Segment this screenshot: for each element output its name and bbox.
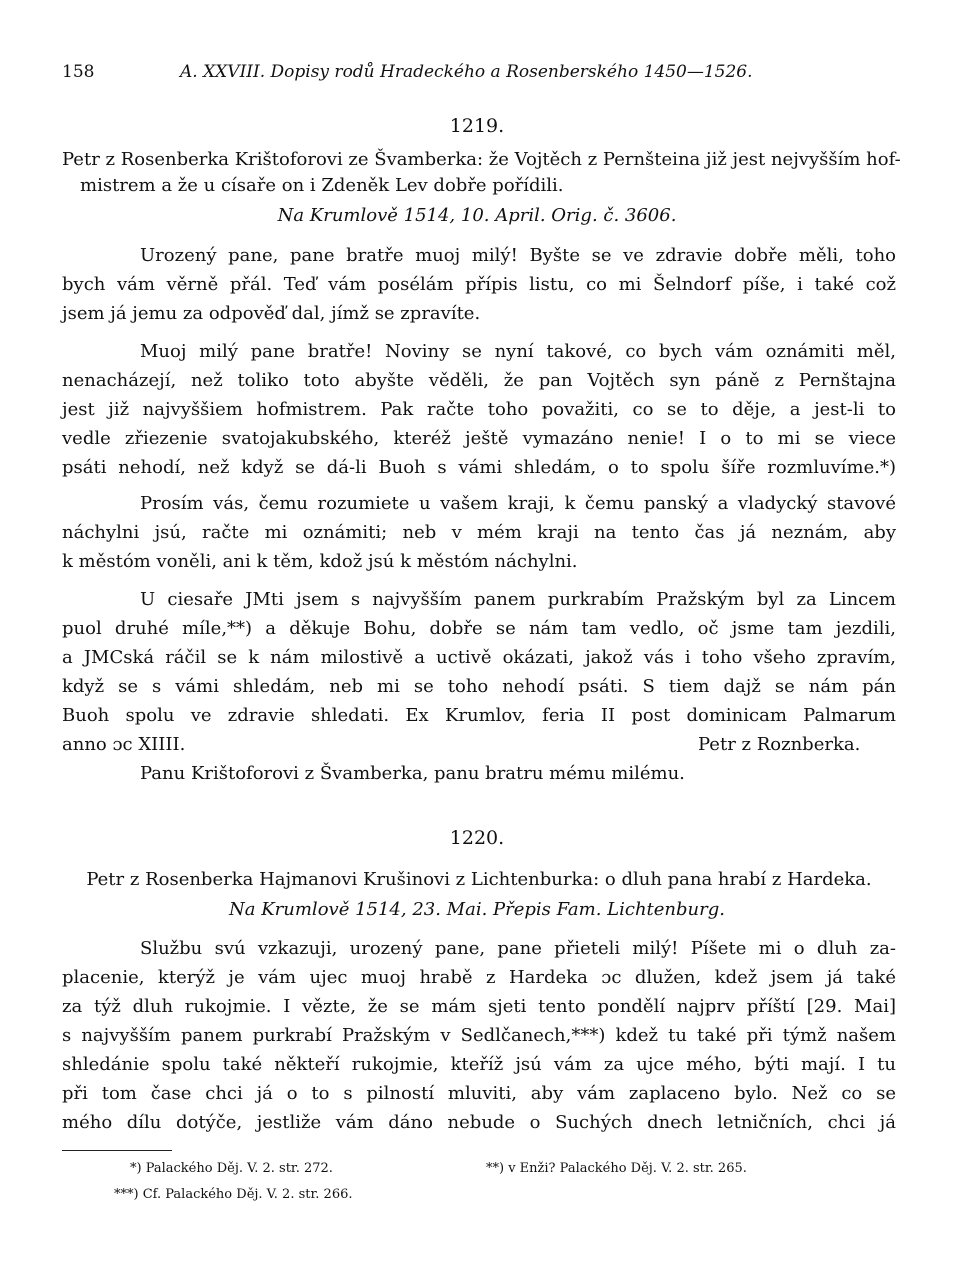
- body-line: psáti nehodí, než když se dá-li Buoh s vámi shledám, o to spolu šíře rozmluvíme.*): [62, 457, 896, 478]
- letter-source: Na Krumlově 1514, 10. April. Orig. č. 3606.: [277, 205, 677, 226]
- body-line: mého dílu dotýče, jestliže vám dáno nebude o Suchých dnech letničních, chci já: [62, 1112, 896, 1133]
- footnote: ***) Cf. Palackého Děj. V. 2. str. 266.: [114, 1187, 353, 1202]
- body-line: k městóm voněli, ani k těm, kdož jsú k městóm náchylni.: [62, 551, 578, 572]
- body-line: náchylni jsú, račte mi oznámiti; neb v mém kraji na tento čas já neznám, aby: [62, 522, 896, 543]
- body-line: U ciesaře JMti jsem s najvyšším panem purkrabím Pražským byl za Lincem: [140, 589, 896, 610]
- body-line: s najvyšším panem purkrabí Pražským v Sedlčanech,***) kdež tu také při týmž našem: [62, 1025, 896, 1046]
- letter-address: Panu Krištoforovi z Švamberka, panu bratru mému milému.: [140, 763, 685, 784]
- body-line: Muoj milý pane bratře! Noviny se nyní takové, co bych vám oznámiti měl,: [140, 341, 896, 362]
- body-line: když se s vámi shledám, neb mi se toho nehodí psáti. S tiem dajž se nám pán: [62, 676, 896, 697]
- body-line: jest již najvyššiem hofmistrem. Pak račte toho považiti, co se to děje, a jest-li to: [62, 399, 896, 420]
- footnote: **) v Enži? Palackého Děj. V. 2. str. 265.: [486, 1161, 747, 1176]
- body-line: bych vám věrně přál. Teď vám posélám přípis listu, co mi Šelndorf píše, i také což: [62, 274, 896, 295]
- running-header: [62, 62, 892, 86]
- body-line: Urozený pane, pane bratře muoj milý! Byšte se ve zdravie dobře měli, toho: [140, 245, 896, 266]
- body-line: placenie, kterýž je vám ujec muoj hrabě z Hardeka ɔc dlužen, kdež jsem já také: [62, 967, 896, 988]
- body-line: Buoh spolu ve zdravie shledati. Ex Krumlov, feria II post dominicam Palmarum: [62, 705, 896, 726]
- body-line: puol druhé míle,**) a děkuje Bohu, dobře se nám tam vedlo, oč jsme tam jezdili,: [62, 618, 896, 639]
- body-line: vedle zřiezenie svatojakubského, kteréž ještě vymazáno nenie! I o to mi se viece: [62, 428, 896, 449]
- letter-number: 1220.: [449, 827, 505, 849]
- body-line: shledánie spolu také někteří rukojmie, kteříž jsú vám za ujce mého, býti mají. I tu: [62, 1054, 896, 1075]
- letter-source: Na Krumlově 1514, 23. Mai. Přepis Fam. Lichtenburg.: [229, 899, 725, 920]
- footnote: *) Palackého Děj. V. 2. str. 272.: [130, 1161, 333, 1176]
- body-line: Prosím vás, čemu rozumiete u vašem kraji, k čemu panský a vladycký stavové: [140, 493, 896, 514]
- letter-summary-line: Petr z Rosenberka Krištoforovi ze Švamberka: že Vojtěch z Pernšteina již jest nejvyšším hof-: [62, 149, 901, 170]
- body-line: za týž dluh rukojmie. I vězte, že se mám sjeti tento pondělí najprv příští [29. Mai]: [62, 996, 896, 1017]
- body-line: a JMCská ráčil se k nám milostivě a uctivě okázati, jakož vás i toho všeho zpravím,: [62, 647, 896, 668]
- body-line: jsem já jemu za odpověď dal, jímž se zpravíte.: [62, 303, 481, 324]
- letter-summary-line: mistrem a že u císaře on i Zdeněk Lev dobře pořídili.: [80, 175, 564, 196]
- body-line: Službu svú vzkazuji, urozený pane, pane přieteli milý! Píšete mi o dluh za-: [140, 938, 896, 959]
- signature: Petr z Roznberka.: [698, 734, 861, 755]
- page-number: 158: [62, 62, 95, 82]
- body-line: nenacházejí, než toliko toto abyšte věděli, že pan Vojtěch syn páně z Pernštajna: [62, 370, 896, 391]
- footnote-rule: [62, 1150, 172, 1151]
- body-line: při tom čase chci já o to s pilností mluviti, aby vám zaplaceno bylo. Než co se: [62, 1083, 896, 1104]
- letter-number: 1219.: [449, 115, 505, 137]
- date-line: anno ɔc XIIII.: [62, 734, 186, 755]
- running-title: A. XXVIII. Dopisy rodů Hradeckého a Rosenberského 1450—1526.: [180, 62, 753, 82]
- letter-summary-line: Petr z Rosenberka Hajmanovi Krušinovi z Lichtenburka: o dluh pana hrabí z Hardeka.: [86, 869, 872, 890]
